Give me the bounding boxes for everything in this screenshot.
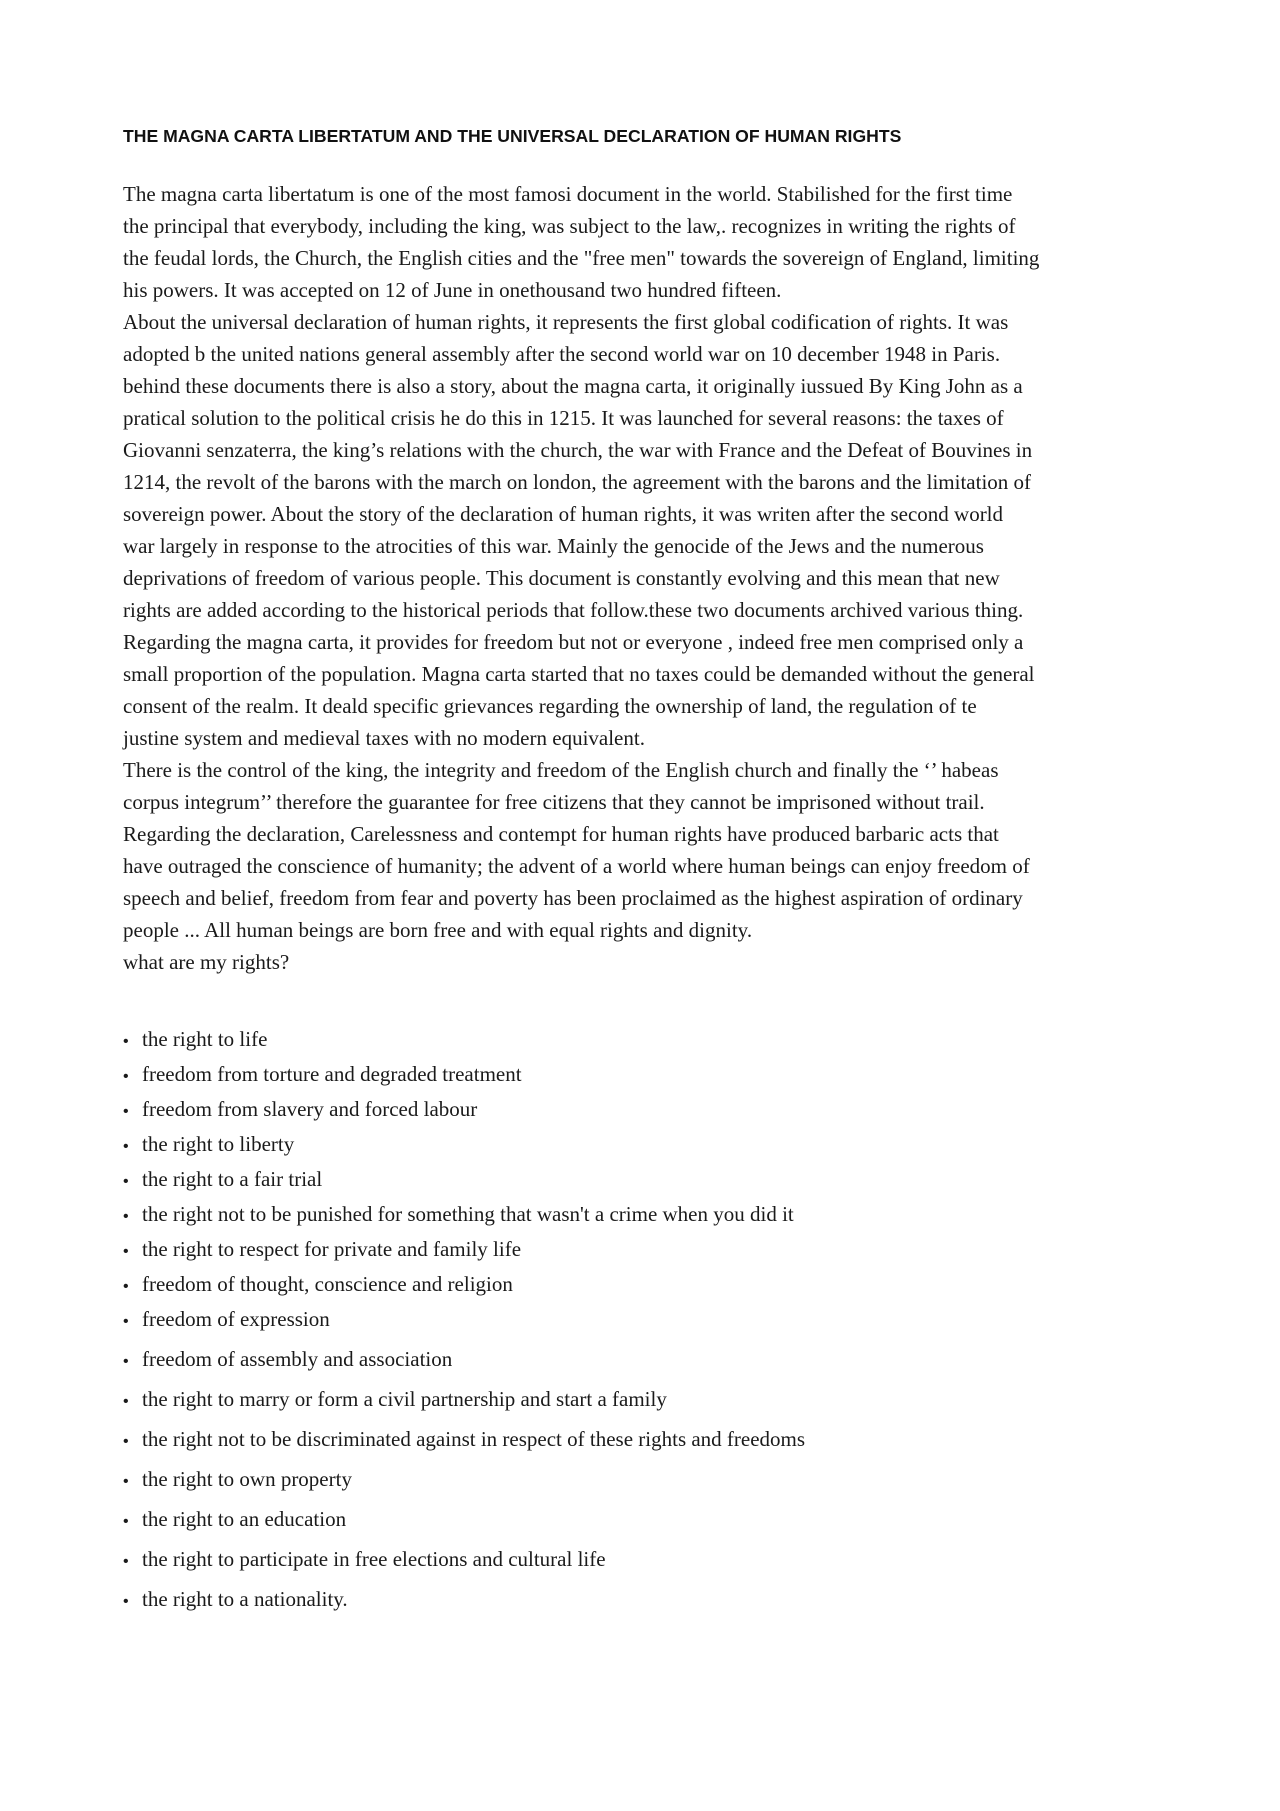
bullet-icon: • [123,1173,129,1190]
rights-list-item [123,1303,330,1335]
body-line: rights are added according to the historical periods that follow.these two documents archived various thing. [123,598,1024,622]
rights-item-text: the right to a fair trial [142,1167,323,1191]
document-title: THE MAGNA CARTA LIBERTATUM AND THE UNIVERSAL DECLARATION OF HUMAN RIGHTS [123,126,902,146]
rights-list-item [123,1343,452,1375]
body-line: 1214, the revolt of the barons with the march on london, the agreement with the barons and the limitation of [123,470,1032,494]
rights-list-item [123,1233,521,1265]
body-line: people ... All human beings are born free and with equal rights and dignity. [123,918,753,942]
rights-list-item [123,1383,667,1415]
rights-list-item [123,1423,805,1455]
rights-item-text: the right to own property [142,1467,352,1491]
rights-item-text: freedom of thought, conscience and religion [142,1272,513,1296]
rights-list-item [123,1163,322,1195]
bullet-icon: • [123,1138,129,1155]
bullet-icon: • [123,1513,129,1530]
body-line: small proportion of the population. Magna carta started that no taxes could be demanded without the general [123,662,1035,686]
rights-item-text: freedom from slavery and forced labour [142,1097,478,1121]
body-line: The magna carta libertatum is one of the most famosi document in the world. Stabilished for the first time [123,182,1013,206]
body-line: There is the control of the king, the integrity and freedom of the English church and finally the ‘’ habeas [123,758,999,782]
bullet-icon: • [123,1033,129,1050]
rights-item-text: the right to a nationality. [142,1587,348,1611]
body-line: justine system and medieval taxes with no modern equivalent. [123,726,645,750]
bullet-icon: • [123,1353,129,1370]
rights-item-text: freedom of expression [142,1307,330,1331]
body-line: consent of the realm. It deald specific grievances regarding the ownership of land, the regulation of te [123,694,977,718]
body-line: his powers. It was accepted on 12 of June in onethousand two hundred fifteen. [123,278,782,302]
bullet-icon: • [123,1208,129,1225]
body-line: war largely in response to the atrocities of this war. Mainly the genocide of the Jews and the numerous [123,534,984,558]
body-line: Giovanni senzaterra, the king’s relations with the church, the war with France and the Defeat of Bouvines in [123,438,1033,462]
bullet-icon: • [123,1313,129,1330]
rights-item-text: freedom from torture and degraded treatment [142,1062,522,1086]
body-line: have outraged the conscience of humanity; the advent of a world where human beings can enjoy freedom of [123,854,1030,878]
rights-item-text: the right to marry or form a civil partnership and start a family [142,1387,667,1411]
rights-list-item [123,1268,513,1300]
body-line: corpus integrum’’ therefore the guarantee for free citizens that they cannot be imprisoned without trail. [123,790,985,814]
rights-list-item [123,1023,267,1055]
rights-item-text: the right to respect for private and family life [142,1237,522,1261]
rights-list-item [123,1583,348,1615]
bullet-icon: • [123,1593,129,1610]
rights-list-item [123,1198,794,1230]
body-text [123,178,1168,978]
bullet-icon: • [123,1103,129,1120]
body-line: deprivations of freedom of various people. This document is constantly evolving and this mean that new [123,566,1000,590]
body-line: Regarding the magna carta, it provides for freedom but not or everyone , indeed free men comprised only a [123,630,1024,654]
bullet-icon: • [123,1393,129,1410]
rights-item-text: the right to an education [142,1507,347,1531]
bullet-icon: • [123,1553,129,1570]
rights-list-item [123,1503,346,1535]
body-line: speech and belief, freedom from fear and poverty has been proclaimed as the highest aspiration of ordinary [123,886,1023,910]
body-line: sovereign power. About the story of the declaration of human rights, it was writen after the second world [123,502,1004,526]
rights-list-item [123,1543,606,1575]
rights-item-text: the right to liberty [142,1132,295,1156]
rights-list-item [123,1093,477,1125]
body-line: what are my rights? [123,950,290,974]
bullet-icon: • [123,1433,129,1450]
rights-list-item [123,1058,522,1090]
body-line: the principal that everybody, including the king, was subject to the law,. recognizes in writing the rights of [123,214,1016,238]
rights-list-item [123,1128,294,1160]
body-line: the feudal lords, the Church, the English cities and the "free men" towards the sovereign of England, limiting [123,246,1040,270]
bullet-icon: • [123,1278,129,1295]
body-line: Regarding the declaration, Carelessness and contempt for human rights have produced barbaric acts that [123,822,999,846]
rights-item-text: freedom of assembly and association [142,1347,453,1371]
body-line: behind these documents there is also a story, about the magna carta, it originally iussued By King John as a [123,374,1023,398]
rights-item-text: the right to life [142,1027,268,1051]
bullet-icon: • [123,1243,129,1260]
rights-list-item [123,1463,352,1495]
body-line: About the universal declaration of human rights, it represents the first global codification of rights. It was [123,310,1009,334]
bullet-icon: • [123,1473,129,1490]
rights-item-text: the right to participate in free elections and cultural life [142,1547,606,1571]
rights-item-text: the right not to be punished for something that wasn't a crime when you did it [142,1202,794,1226]
bullet-icon: • [123,1068,129,1085]
body-line: pratical solution to the political crisis he do this in 1215. It was launched for several reasons: the taxes of [123,406,1004,430]
rights-item-text: the right not to be discriminated against in respect of these rights and freedoms [142,1427,806,1451]
body-line: adopted b the united nations general assembly after the second world war on 10 december 1948 in Paris. [123,342,1001,366]
